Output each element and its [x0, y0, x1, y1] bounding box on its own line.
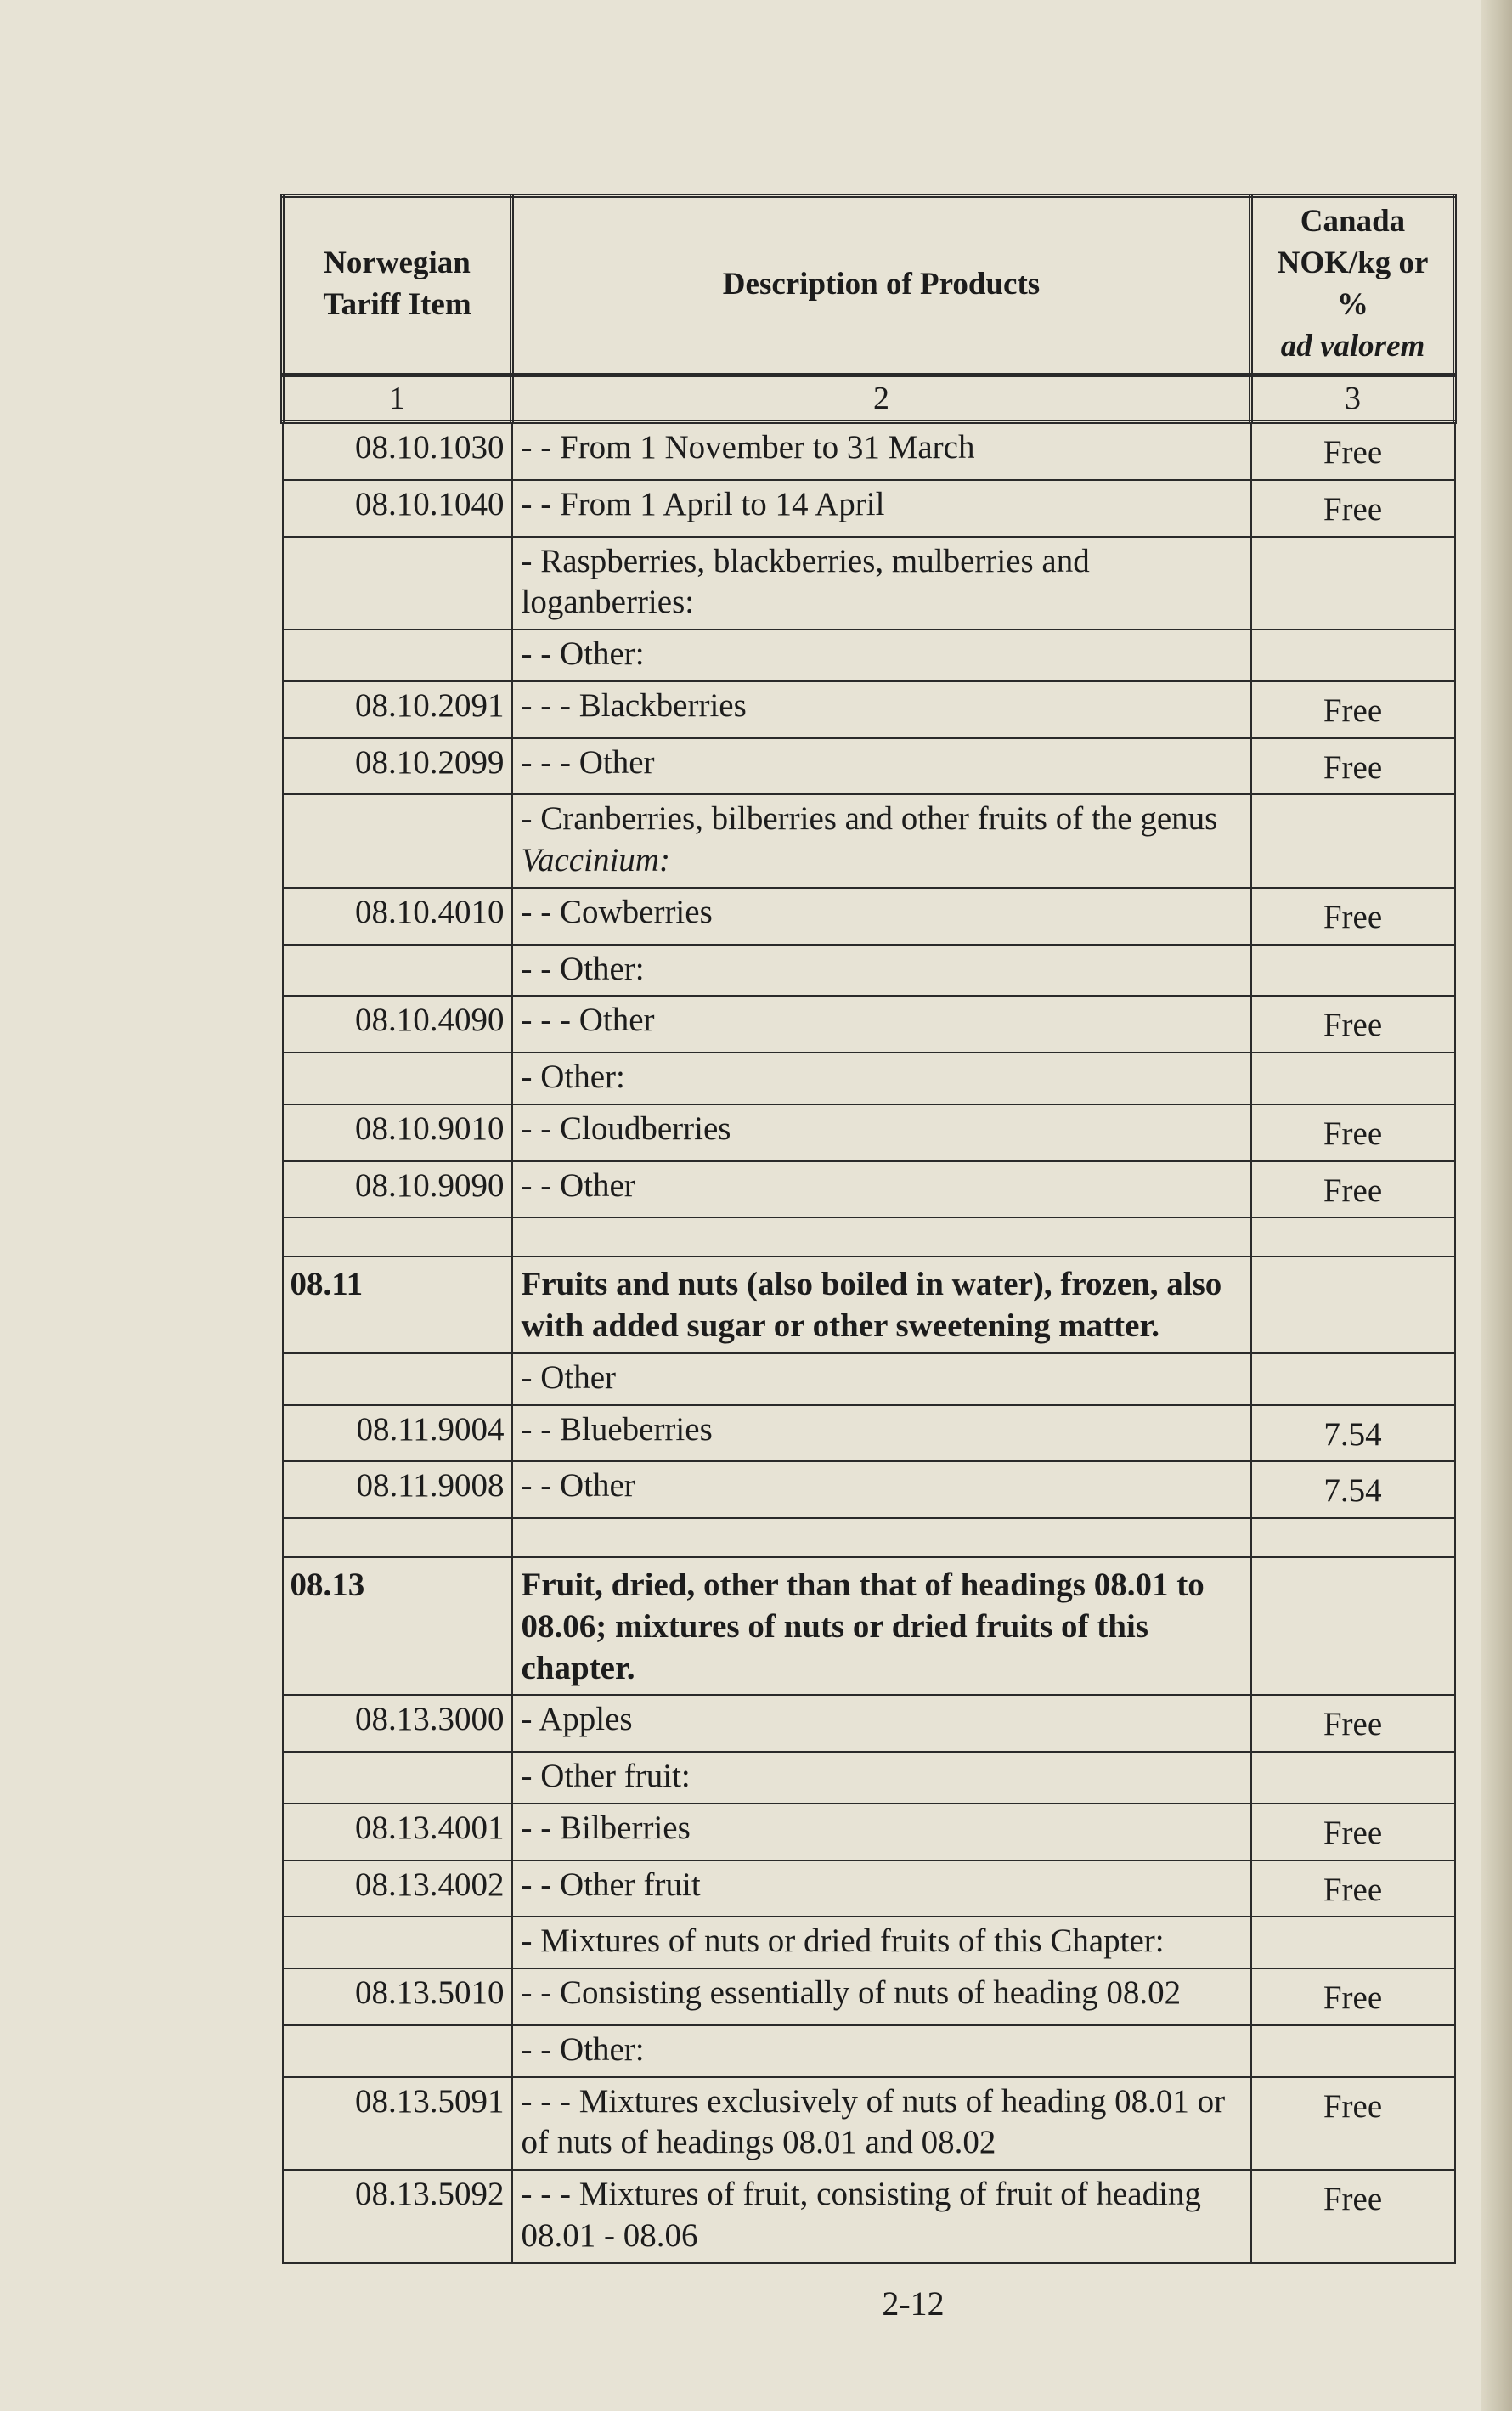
product-description: - Apples: [512, 1695, 1251, 1752]
tariff-code: 08.10.2091: [283, 681, 512, 738]
tariff-code: 08.10.4010: [283, 888, 512, 945]
table-row: [283, 888, 1455, 945]
duty-rate: [1251, 2025, 1455, 2077]
product-description: - Other:: [512, 1053, 1251, 1104]
product-description: - - Other: [512, 1161, 1251, 1218]
header-canada-rate: [1251, 196, 1455, 375]
tariff-code: [283, 1752, 512, 1804]
empty-cell: [1251, 1217, 1455, 1256]
product-description: - Other: [512, 1353, 1251, 1405]
product-description: - - Blueberries: [512, 1405, 1251, 1462]
tariff-code: 08.13.3000: [283, 1695, 512, 1752]
table-row: [283, 1695, 1455, 1752]
header-canada-line2: NOK/kg or: [1277, 246, 1429, 281]
tariff-code: 08.10.9090: [283, 1161, 512, 1218]
tariff-code: 08.13.5092: [283, 2170, 512, 2263]
duty-rate: [1251, 1353, 1455, 1405]
header-description: Description of Products: [512, 196, 1251, 375]
tariff-code: 08.10.2099: [283, 738, 512, 795]
duty-rate: Free: [1251, 1695, 1455, 1752]
table-row: [283, 2025, 1455, 2077]
table-row: [283, 996, 1455, 1053]
table-body: [283, 422, 1455, 2263]
table-row: [283, 630, 1455, 681]
empty-cell: [283, 1518, 512, 1557]
table-row: [283, 1353, 1455, 1405]
header-row: [283, 196, 1455, 375]
empty-cell: [512, 1518, 1251, 1557]
product-description: - Other fruit:: [512, 1752, 1251, 1804]
table-row: [283, 2170, 1455, 2263]
product-description: - Raspberries, blackberries, mulberries and loganberries:: [512, 537, 1251, 630]
duty-rate: [1251, 1256, 1455, 1353]
product-description: [512, 794, 1251, 888]
table-row: [283, 1461, 1455, 1518]
tariff-code: [283, 1053, 512, 1104]
table-row: [283, 945, 1455, 997]
duty-rate: [1251, 794, 1455, 888]
table-row: [283, 422, 1455, 480]
duty-rate: 7.54: [1251, 1461, 1455, 1518]
duty-rate: Free: [1251, 996, 1455, 1053]
duty-rate: [1251, 630, 1455, 681]
spacer-row: [283, 1518, 1455, 1557]
product-description: - - - Other: [512, 738, 1251, 795]
duty-rate: Free: [1251, 888, 1455, 945]
duty-rate: [1251, 537, 1455, 630]
duty-rate: Free: [1251, 480, 1455, 537]
tariff-table-container: [280, 194, 1453, 2264]
empty-cell: [1251, 1518, 1455, 1557]
duty-rate: 7.54: [1251, 1405, 1455, 1462]
tariff-code: [283, 537, 512, 630]
product-description: - - Cowberries: [512, 888, 1251, 945]
spacer-row: [283, 1217, 1455, 1256]
book-spine-edge: [1481, 0, 1512, 2411]
tariff-code: 08.13.5091: [283, 2077, 512, 2171]
table-row: [283, 480, 1455, 537]
product-description: - - Other:: [512, 2025, 1251, 2077]
duty-rate: Free: [1251, 1968, 1455, 2025]
product-description: - - Other:: [512, 630, 1251, 681]
tariff-code: 08.10.4090: [283, 996, 512, 1053]
duty-rate: Free: [1251, 422, 1455, 480]
tariff-code: 08.10.1030: [283, 422, 512, 480]
heading-code: 08.11: [283, 1256, 512, 1353]
product-description: - - - Mixtures exclusively of nuts of heading 08.01 or of nuts of headings 08.01 and 08.02: [512, 2077, 1251, 2171]
product-description: - - From 1 April to 14 April: [512, 480, 1251, 537]
table-row: [283, 1968, 1455, 2025]
product-description: - Mixtures of nuts or dried fruits of this Chapter:: [512, 1917, 1251, 1968]
tariff-code: 08.13.4001: [283, 1804, 512, 1860]
header-canada-line4: ad valorem: [1280, 328, 1425, 364]
table-row: [283, 537, 1455, 630]
duty-rate: Free: [1251, 1104, 1455, 1161]
tariff-code: [283, 1917, 512, 1968]
table-row: [283, 1053, 1455, 1104]
page-number: 2-12: [882, 2284, 945, 2323]
header-canada-line3: %: [1337, 287, 1368, 322]
tariff-code: [283, 1353, 512, 1405]
duty-rate: [1251, 1053, 1455, 1104]
empty-cell: [512, 1217, 1251, 1256]
duty-rate: Free: [1251, 1860, 1455, 1917]
genus-name-italic: Vaccinium:: [521, 842, 670, 879]
tariff-code: 08.13.4002: [283, 1860, 512, 1917]
table-row: [283, 1917, 1455, 1968]
column-number-2: 2: [512, 375, 1251, 422]
empty-cell: [283, 1217, 512, 1256]
product-description: - - Other: [512, 1461, 1251, 1518]
product-description: - - - Other: [512, 996, 1251, 1053]
duty-rate: [1251, 1917, 1455, 1968]
header-canada-line1: Canada: [1300, 204, 1406, 240]
product-description: - - Bilberries: [512, 1804, 1251, 1860]
table-row: [283, 1752, 1455, 1804]
product-description: - - - Blackberries: [512, 681, 1251, 738]
table-row: [283, 1860, 1455, 1917]
tariff-code: [283, 945, 512, 997]
product-description-text: - Cranberries, bilberries and other fruits of the genus: [521, 800, 1218, 838]
table-row: [283, 1161, 1455, 1218]
tariff-code: 08.13.5010: [283, 1968, 512, 2025]
duty-rate: [1251, 1752, 1455, 1804]
heading-description: Fruits and nuts (also boiled in water), frozen, also with added sugar or other sweetening matter.: [512, 1256, 1251, 1353]
product-description: - - Cloudberries: [512, 1104, 1251, 1161]
duty-rate: [1251, 1557, 1455, 1695]
heading-code: 08.13: [283, 1557, 512, 1695]
column-number-1: 1: [283, 375, 512, 422]
table-row: [283, 1804, 1455, 1860]
duty-rate: Free: [1251, 1804, 1455, 1860]
table-header: [283, 196, 1455, 422]
product-description: - - Other:: [512, 945, 1251, 997]
product-description: - - Other fruit: [512, 1860, 1251, 1917]
tariff-code: [283, 794, 512, 888]
column-number-3: 3: [1251, 375, 1455, 422]
product-description: - - - Mixtures of fruit, consisting of fruit of heading 08.01 - 08.06: [512, 2170, 1251, 2263]
table-row: [283, 738, 1455, 795]
heading-description: Fruit, dried, other than that of headings 08.01 to 08.06; mixtures of nuts or dried fruits of this chapter.: [512, 1557, 1251, 1695]
table-row: [283, 1405, 1455, 1462]
table-row: [283, 2077, 1455, 2171]
duty-rate: Free: [1251, 738, 1455, 795]
table-row: [283, 1104, 1455, 1161]
heading-row: [283, 1557, 1455, 1695]
product-description: - - Consisting essentially of nuts of heading 08.02: [512, 1968, 1251, 2025]
tariff-code: 08.10.1040: [283, 480, 512, 537]
duty-rate: Free: [1251, 1161, 1455, 1218]
tariff-code: [283, 630, 512, 681]
product-description: - - From 1 November to 31 March: [512, 422, 1251, 480]
header-tariff-item: Norwegian Tariff Item: [283, 196, 512, 375]
duty-rate: Free: [1251, 2170, 1455, 2263]
table-row: [283, 681, 1455, 738]
heading-row: [283, 1256, 1455, 1353]
tariff-code: 08.11.9004: [283, 1405, 512, 1462]
tariff-code: 08.11.9008: [283, 1461, 512, 1518]
column-number-row: [283, 375, 1455, 422]
duty-rate: [1251, 945, 1455, 997]
tariff-code: [283, 2025, 512, 2077]
tariff-table: [280, 194, 1457, 2264]
tariff-code: 08.10.9010: [283, 1104, 512, 1161]
duty-rate: Free: [1251, 681, 1455, 738]
duty-rate: Free: [1251, 2077, 1455, 2171]
table-row: [283, 794, 1455, 888]
